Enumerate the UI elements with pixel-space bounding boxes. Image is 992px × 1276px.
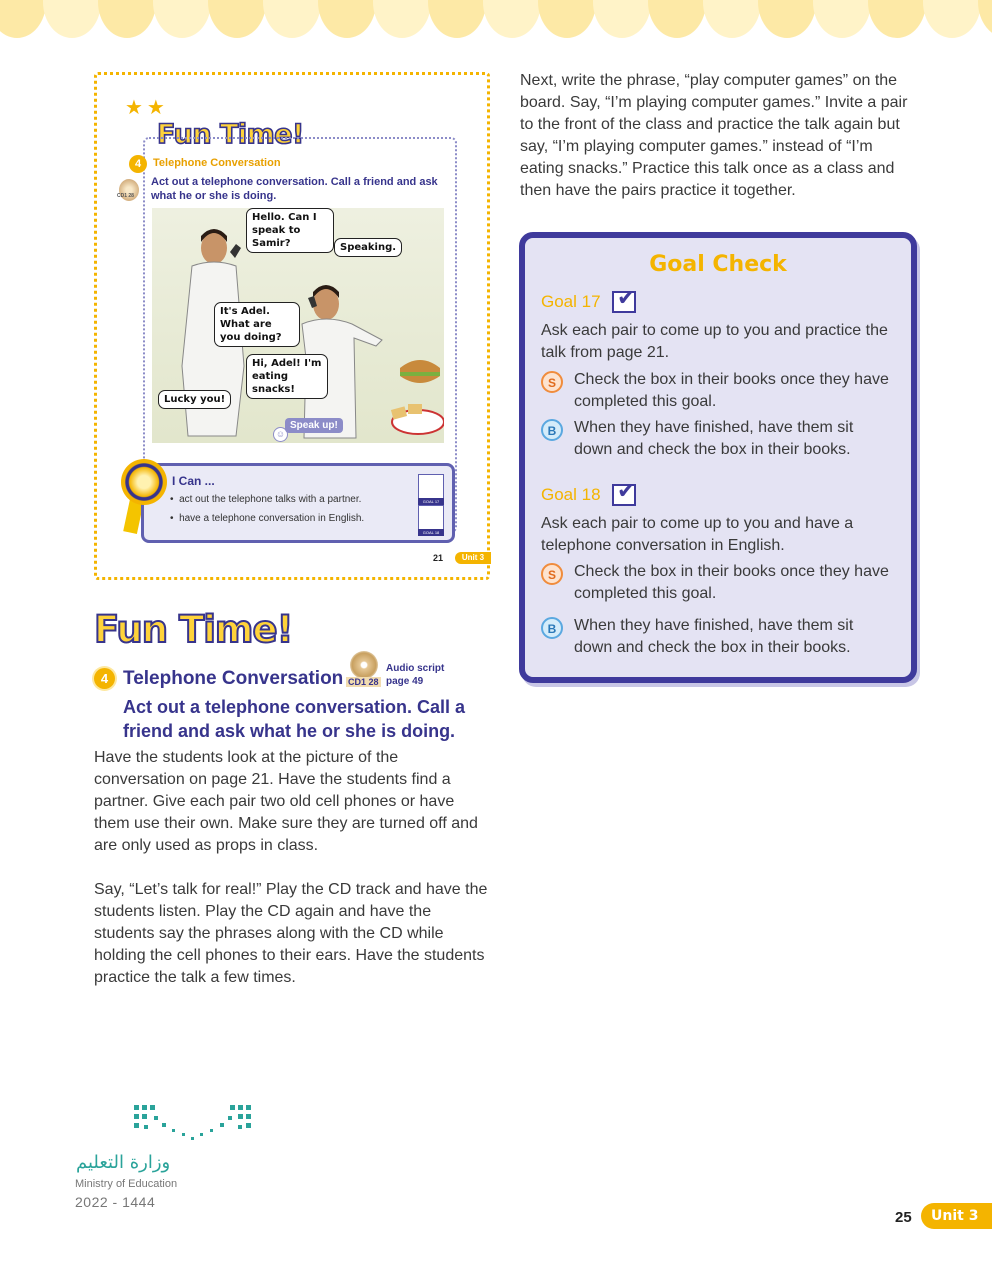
goal-checkbox (418, 474, 444, 500)
speech-bubble: Lucky you! (158, 390, 231, 409)
scallop-shape (153, 0, 211, 38)
students-book-icon: S (541, 563, 563, 585)
teacher-paragraph: Say, “Let’s talk for real!” Play the CD track and have the students listen. Play the CD again and have the students say the phrases along with the CD while holding the cell phones to their ears. Have the students practice the talk a few times. (94, 881, 488, 986)
inset-page-number: 21 (433, 553, 444, 563)
scallop-shape (868, 0, 926, 38)
inset-subtitle: Telephone Conversation (153, 157, 281, 169)
page-number: 25 (895, 1209, 912, 1226)
section-title: Fun Time! (94, 608, 293, 651)
speech-bubble: Hi, Adel! I'm eating snacks! (246, 354, 328, 399)
goal-checkbox (418, 505, 444, 531)
scallop-shape (373, 0, 431, 38)
i-can-title: I Can ... (172, 474, 215, 488)
scallop-shape (813, 0, 871, 38)
goal-description: Ask each pair to come up to you and have a telephone conversation in English. (541, 515, 854, 554)
speech-bubble: It's Adel. What are you doing? (214, 302, 300, 347)
scallop-shape (428, 0, 486, 38)
checkbox-checked-icon: ✔ (612, 291, 636, 313)
teachers-book-icon: B (541, 617, 563, 639)
goal-label: GOAL 18 (418, 529, 444, 536)
scallop-shape (648, 0, 706, 38)
ministry-name-english: Ministry of Education (75, 1178, 178, 1190)
right-paragraph: Next, write the phrase, “play computer games” on the board. Say, “I’m playing computer games.” Invite a pair to the front of the class and practice the talk again but say, “I’m playing computer games.” instead of “I’m eating snacks.” Practice this talk once as a class and then have the pairs practice it together. (520, 72, 908, 199)
scallop-shape (923, 0, 981, 38)
scallop-shape (483, 0, 541, 38)
checkbox-checked-icon: ✔ (612, 484, 636, 506)
cd-icon (350, 651, 378, 679)
scallop-shape (43, 0, 101, 38)
cd-track-label: CD1 28 (348, 677, 379, 687)
smiley-icon: ☺ (273, 427, 288, 442)
edition-year: 2022 - 1444 (75, 1194, 156, 1210)
scallop-shape (758, 0, 816, 38)
inset-instruction: Act out a telephone conversation. Call a friend and ask what he or she is doing. (151, 176, 438, 202)
goal-step: When they have finished, have them sit down and check the box in their books. (574, 617, 854, 656)
goal-label: GOAL 17 (418, 498, 444, 505)
audio-script-note: Audio script page 49 (386, 663, 445, 687)
speak-up-tag: Speak up! (285, 418, 343, 433)
scallop-shape (593, 0, 651, 38)
students-book-icon: S (541, 371, 563, 393)
scallop-shape (0, 0, 46, 38)
unit-tab: Unit 3 (921, 1203, 992, 1229)
goal-step: When they have finished, have them sit down and check the box in their books. (574, 419, 854, 458)
scallop-shape (703, 0, 761, 38)
i-can-item: • have a telephone conversation in English. (170, 513, 365, 524)
goal-label: Goal 18 (541, 485, 601, 504)
inset-unit-tab: Unit 3 (455, 552, 491, 564)
goal-step: Check the box in their books once they have completed this goal. (574, 563, 889, 602)
scallop-shape (538, 0, 596, 38)
scallop-shape (318, 0, 376, 38)
medal-icon (121, 459, 167, 505)
teachers-book-icon: B (541, 419, 563, 441)
ministry-logo (132, 1103, 254, 1143)
scallop-shape (978, 0, 992, 38)
inset-cd-label: CD1 28 (117, 193, 134, 199)
scallop-shape (98, 0, 156, 38)
i-can-item: • act out the telephone talks with a partner. (170, 494, 362, 505)
scallop-shape (263, 0, 321, 38)
scallop-shape (208, 0, 266, 38)
teacher-paragraph: Have the students look at the picture of the conversation on page 21. Have the students find a partner. Give each pair two old cell phones or have them use their own. Make sure they are turned off and are only used as props in class. (94, 749, 478, 854)
goal-description: Ask each pair to come up to you and practice the talk from page 21. (541, 322, 888, 361)
activity-subtitle: Telephone Conversation (123, 668, 344, 689)
student-page-inset (94, 72, 490, 580)
telephone-conversation-illustration (152, 208, 444, 443)
top-scallop-border (0, 0, 992, 40)
inset-title: Fun Time! (157, 119, 304, 150)
speech-bubble: Hello. Can I speak to Samir? (246, 208, 334, 253)
ministry-name-arabic: وزارة التعليم (76, 1152, 171, 1173)
activity-instruction: Act out a telephone conversation. Call a friend and ask what he or she is doing. (123, 697, 466, 741)
goal-label: Goal 17 (541, 292, 601, 311)
speech-bubble: Speaking. (334, 238, 402, 257)
goal-step: Check the box in their books once they have completed this goal. (574, 371, 889, 410)
goal-check-title: Goal Check (649, 252, 787, 277)
goal-check-box (519, 232, 917, 683)
activity-number-badge: 4 (94, 668, 115, 689)
inset-activity-number: 4 (129, 155, 147, 173)
stars-icon: ★★ (125, 97, 169, 119)
i-can-box (141, 463, 455, 543)
